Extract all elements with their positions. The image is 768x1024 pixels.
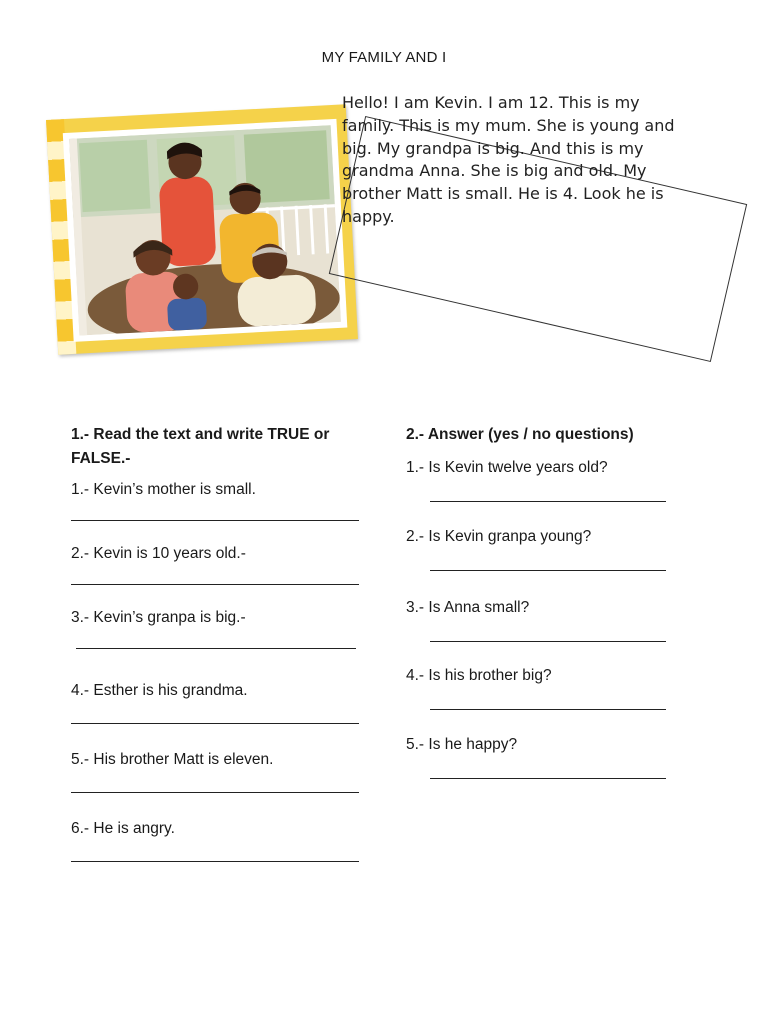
photo-image <box>63 119 348 342</box>
question-item: 1.- Kevin’s mother is small. <box>71 481 256 498</box>
answer-line[interactable] <box>430 709 666 710</box>
yes-no-section <box>406 423 706 779</box>
answer-line[interactable] <box>71 520 359 521</box>
question-item: 3.- Is Anna small? <box>406 599 530 616</box>
question-item: 4.- Is his brother big? <box>406 667 552 684</box>
question-item: 5.- Is he happy? <box>406 736 518 753</box>
worksheet-title: MY FAMILY AND I <box>321 49 447 66</box>
question-item: 2.- Kevin is 10 years old.- <box>71 545 246 562</box>
question-item: 1.- Is Kevin twelve years old? <box>406 459 608 476</box>
answer-line[interactable] <box>71 584 359 585</box>
answer-line[interactable] <box>430 501 666 502</box>
answer-line[interactable] <box>71 723 359 724</box>
question-item: 4.- Esther is his grandma. <box>71 682 248 699</box>
answer-line[interactable] <box>71 861 359 862</box>
answer-line[interactable] <box>430 570 666 571</box>
section1-heading: 1.- Read the text and write TRUE or FALSE.- <box>71 426 330 467</box>
answer-line[interactable] <box>76 648 356 649</box>
answer-line[interactable] <box>430 778 666 779</box>
question-item: 6.- He is angry. <box>71 820 175 837</box>
section2-heading: 2.- Answer (yes / no questions) <box>406 426 634 443</box>
question-item: 5.- His brother Matt is eleven. <box>71 751 274 768</box>
question-item: 3.- Kevin’s granpa is big.- <box>71 609 246 626</box>
answer-line[interactable] <box>430 641 666 642</box>
reading-text: Hello! I am Kevin. I am 12. This is my family. This is my mum. She is young and big. My grandpa is big. And this is my grandma Anna. She is big and old. My brother Matt is small. He is 4. Look he is happy. <box>342 93 675 226</box>
true-false-section <box>71 423 371 862</box>
family-photo <box>46 104 358 354</box>
question-item: 2.- Is Kevin granpa young? <box>406 528 592 545</box>
answer-line[interactable] <box>71 792 359 793</box>
